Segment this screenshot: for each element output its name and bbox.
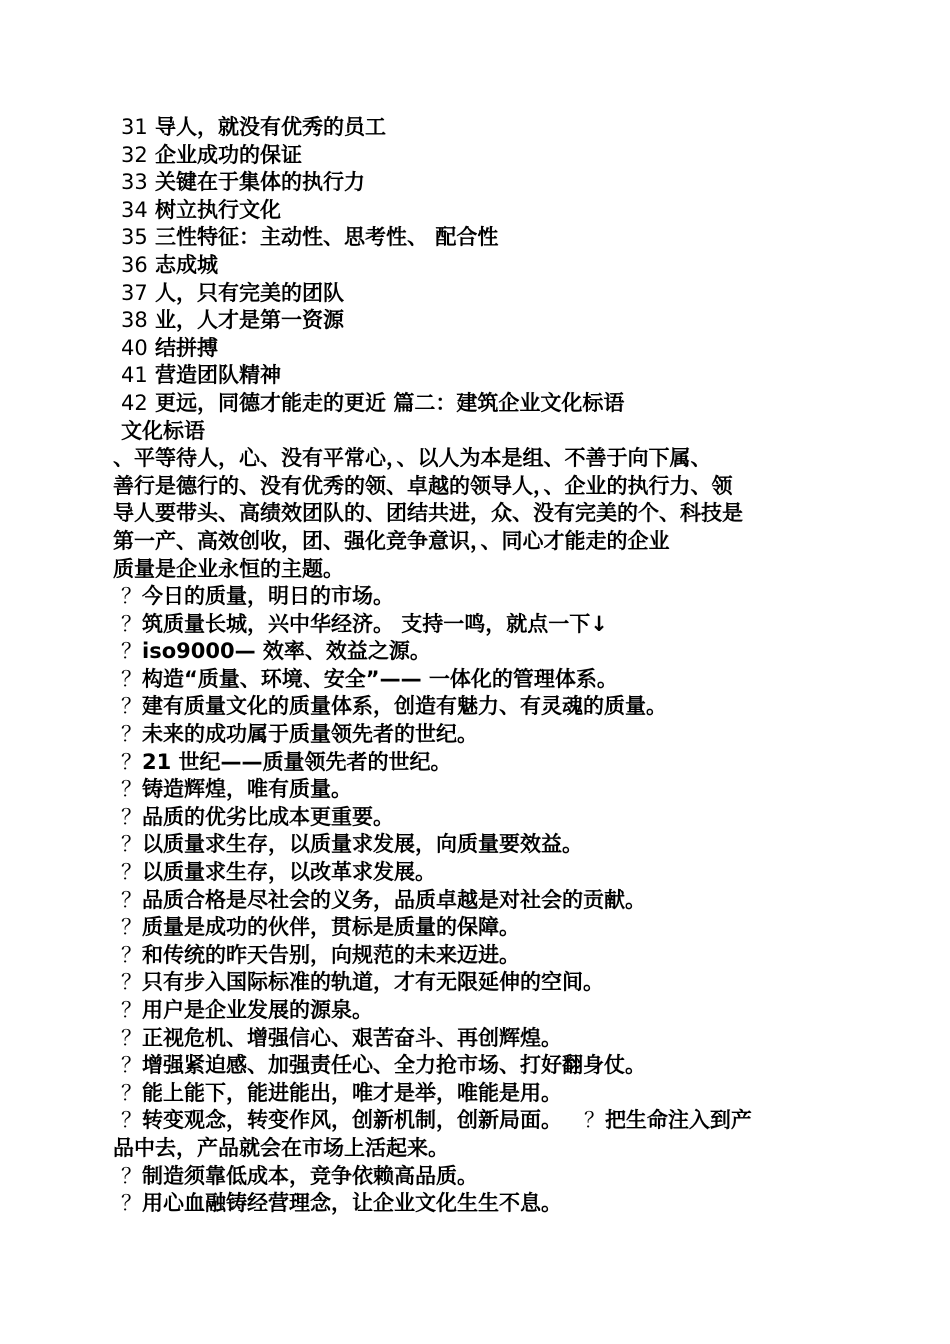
bullet-list-tail bbox=[113, 1163, 838, 1218]
bullet-item bbox=[113, 666, 838, 694]
line-number: 32 bbox=[121, 142, 148, 167]
bullet-text: 品质的优劣比成本更重要。 bbox=[142, 804, 394, 829]
numbered-line bbox=[113, 252, 838, 280]
line-text: 导人，就没有优秀的员工 bbox=[155, 115, 387, 139]
bullet-text: 21 世纪——质量领先者的世纪。 bbox=[142, 749, 452, 774]
line-number: 40 bbox=[121, 335, 148, 360]
bullet-mark: ？ bbox=[121, 1108, 142, 1133]
bullet-item bbox=[113, 1052, 838, 1080]
bullet-item bbox=[113, 997, 838, 1025]
bullet-mark: ？ bbox=[121, 887, 142, 912]
bullet-item bbox=[113, 969, 838, 997]
bullet-text: 以质量求生存，以质量求发展，向质量要效益。 bbox=[142, 832, 583, 857]
bullet-text: 和传统的昨天告别，向规范的未来迈进。 bbox=[142, 942, 520, 967]
line-text: 企业成功的保证 bbox=[155, 142, 303, 167]
bullet-mark: ？ bbox=[121, 722, 142, 747]
bullet-mark: ？ bbox=[121, 998, 142, 1022]
bullet-mark: ？ bbox=[121, 970, 142, 995]
bullet-item bbox=[113, 1190, 838, 1218]
bullet-item bbox=[113, 1107, 838, 1135]
bullet-item bbox=[113, 693, 838, 721]
bullet-text: 把生命注入到产 bbox=[604, 1108, 752, 1133]
bullet-mark: ？ bbox=[121, 832, 142, 857]
paragraph-line: 质量是企业永恒的主题。 bbox=[113, 556, 344, 581]
bullet-mark: ？ bbox=[121, 1053, 142, 1078]
paragraph-line: 导人要带头、高绩效团队的、团结共进，众、没有完美的个、科技是 bbox=[113, 501, 743, 526]
line-text: 关键在于集体的执行力 bbox=[155, 170, 366, 195]
bullet-text: 制造须靠低成本，竞争依赖高品质。 bbox=[142, 1163, 478, 1188]
bullet-item bbox=[113, 1080, 838, 1108]
bullet-text: 增强紧迫感、加强责任心、全力抢市场、打好翻身仗。 bbox=[142, 1053, 646, 1078]
line-text: 业，人才是第一资源 bbox=[155, 308, 345, 333]
bullet-item bbox=[113, 859, 838, 887]
line-text: 志成城 bbox=[155, 252, 219, 277]
bullet-mark: ？ bbox=[121, 584, 142, 609]
numbered-line bbox=[113, 169, 838, 197]
bullet-mark: ？ bbox=[121, 915, 142, 940]
line-text: 树立执行文化 bbox=[155, 197, 282, 222]
numbered-line bbox=[113, 307, 838, 335]
paragraph-line: 善行是德行的、没有优秀的领、卓越的领导人，、企业的执行力、领 bbox=[113, 473, 733, 498]
paragraph-line: 第一产、高效创收，团、强化竞争意识，、同心才能走的企业 bbox=[113, 528, 670, 553]
bullet-item bbox=[113, 583, 838, 611]
numbered-line bbox=[113, 390, 838, 418]
bullet-mark: ？ bbox=[121, 1080, 142, 1105]
bullet-mark: ？ bbox=[121, 942, 142, 967]
bullet-item bbox=[113, 804, 838, 832]
line-text: 结拼搏 bbox=[155, 335, 219, 360]
bullet-item bbox=[113, 721, 838, 749]
bullet-mark: ？ bbox=[121, 1191, 142, 1216]
bullet-text: 筑质量长城，兴中华经济。 支持一鸣，就点一下↓ bbox=[142, 611, 608, 636]
numbered-line bbox=[113, 224, 838, 252]
bullet-text: 铸造辉煌，唯有质量。 bbox=[142, 777, 352, 802]
document-body bbox=[113, 114, 838, 1218]
bullet-continuation: 品中去，产品就会在市场上活起来。 bbox=[113, 1135, 449, 1160]
section-heading: 文化标语 bbox=[121, 418, 205, 443]
bullet-list bbox=[113, 583, 838, 1107]
bullet-text: 未来的成功属于质量领先者的世纪。 bbox=[142, 722, 478, 747]
bullet-mark: ？ bbox=[121, 749, 142, 774]
bullet-text: iso9000— 效率、效益之源。 bbox=[142, 639, 431, 664]
line-number: 34 bbox=[121, 197, 148, 222]
paragraph-line: 、平等待人，心、没有平常心，、以人为本是组、不善于向下属、 bbox=[113, 446, 712, 471]
bullet-text: 品质合格是尽社会的义务，品质卓越是对社会的贡献。 bbox=[142, 887, 646, 912]
bullet-text: 用心血融铸经营理念，让企业文化生生不息。 bbox=[142, 1191, 562, 1216]
numbered-line bbox=[113, 280, 838, 308]
bullet-text: 构造“质量、环境、安全”—— 一体化的管理体系。 bbox=[142, 666, 618, 691]
bullet-item bbox=[113, 611, 838, 639]
bullet-text: 正视危机、增强信心、艰苦奋斗、再创辉煌。 bbox=[142, 1025, 562, 1050]
bullet-mark: ？ bbox=[121, 611, 142, 636]
bullet-item bbox=[113, 942, 838, 970]
line-text: 人，只有完美的团队 bbox=[155, 280, 345, 305]
bullet-text: 质量是成功的伙伴，贯标是质量的保障。 bbox=[142, 915, 520, 940]
numbered-line bbox=[113, 114, 838, 142]
bullet-text: 只有步入国际标准的轨道，才有无限延伸的空间。 bbox=[142, 970, 604, 995]
line-number: 35 bbox=[121, 225, 148, 250]
line-number: 37 bbox=[121, 280, 148, 305]
bullet-mark: ？ bbox=[121, 694, 142, 719]
line-text: 三性特征：主动性、思考性、 配合性 bbox=[155, 225, 499, 250]
line-text: 营造团队精神 bbox=[155, 363, 282, 388]
bullet-mark: ？ bbox=[583, 1108, 605, 1133]
bullet-item bbox=[113, 1163, 838, 1191]
numbered-line bbox=[113, 197, 838, 225]
bullet-mark: ？ bbox=[121, 666, 142, 691]
line-number: 31 bbox=[121, 115, 148, 139]
bullet-mark: ？ bbox=[121, 777, 142, 802]
bullet-mark: ？ bbox=[121, 860, 142, 885]
numbered-line bbox=[113, 335, 838, 363]
bullet-text: 转变观念，转变作风，创新机制，创新局面。 bbox=[142, 1108, 562, 1133]
bullet-item bbox=[113, 749, 838, 777]
bullet-text: 以质量求生存，以改革求发展。 bbox=[142, 860, 436, 885]
bullet-item bbox=[113, 887, 838, 915]
bullet-text: 建有质量文化的质量体系，创造有魅力、有灵魂的质量。 bbox=[142, 694, 667, 719]
numbered-line bbox=[113, 362, 838, 390]
bullet-mark: ？ bbox=[121, 804, 142, 829]
line-number: 42 bbox=[121, 390, 148, 415]
bullet-item bbox=[113, 638, 838, 666]
bullet-text: 能上能下，能进能出，唯才是举，唯能是用。 bbox=[142, 1080, 562, 1105]
bullet-mark: ？ bbox=[121, 1025, 142, 1050]
bullet-item bbox=[113, 914, 838, 942]
line-number: 33 bbox=[121, 170, 148, 195]
bullet-item bbox=[113, 776, 838, 804]
bullet-item bbox=[113, 831, 838, 859]
line-number: 38 bbox=[121, 308, 148, 333]
line-text: 更远，同德才能走的更近 篇二：建筑企业文化标语 bbox=[155, 390, 625, 415]
bullet-mark: ？ bbox=[121, 1163, 142, 1188]
bullet-text: 今日的质量，明日的市场。 bbox=[142, 584, 394, 609]
numbered-line bbox=[113, 142, 838, 170]
bullet-item bbox=[113, 1025, 838, 1053]
bullet-text: 用户是企业发展的源泉。 bbox=[142, 998, 373, 1022]
line-number: 41 bbox=[121, 363, 148, 388]
line-number: 36 bbox=[121, 252, 148, 277]
bullet-mark: ？ bbox=[121, 639, 142, 664]
